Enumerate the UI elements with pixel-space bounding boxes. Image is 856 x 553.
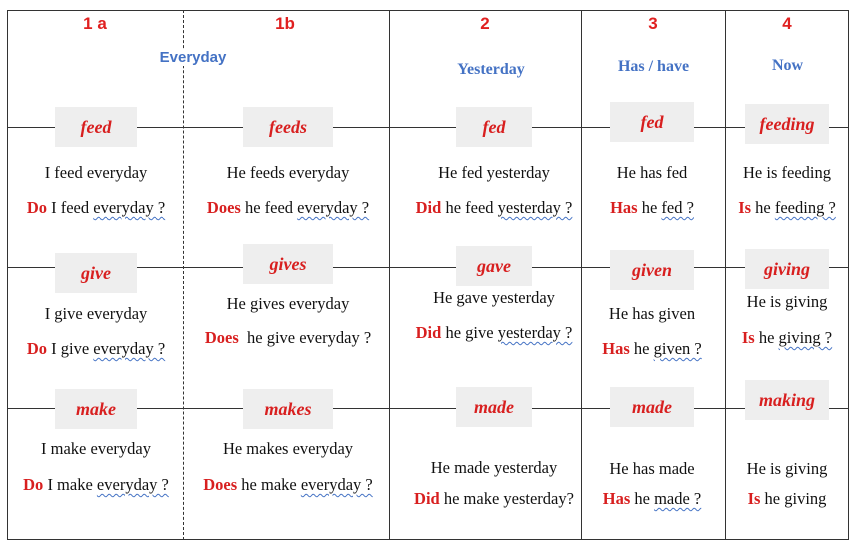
column-heading: Now (771, 57, 804, 74)
column-heading-everyday: Everyday (100, 49, 286, 66)
verb-label: made (456, 387, 532, 427)
spellcheck-underlined-text: everyday ? (297, 198, 370, 217)
question-keyword: Did (415, 198, 442, 217)
verb-label: made (610, 387, 694, 427)
question-text: I give (46, 339, 94, 358)
question-text: he feed (240, 198, 298, 217)
verb-label: give (55, 253, 137, 293)
statement-line: He gave yesterday (433, 288, 555, 307)
question-line (404, 198, 584, 218)
statement-line: He fed yesterday (438, 163, 550, 182)
question-line (697, 198, 856, 218)
spellcheck-underlined-text: yesterday ? (497, 198, 573, 217)
question-text: he (751, 198, 775, 217)
spellcheck-underlined-text: yesterday ? (497, 323, 573, 342)
statement-line: He gives everyday (226, 294, 350, 313)
verb-label: feed (55, 107, 137, 147)
column-divider-dashed (183, 10, 184, 540)
spellcheck-underlined-text: everyday ? (96, 475, 169, 494)
spellcheck-underlined-text: everyday ? (300, 475, 373, 494)
question-keyword: Has (602, 339, 630, 358)
spellcheck-underlined-text: everyday ? (93, 198, 166, 217)
spellcheck-underlined-text: giving ? (778, 328, 833, 347)
question-keyword: Is (741, 328, 755, 347)
statement-line: He has given (608, 304, 696, 323)
statement-line: He is feeding (743, 163, 831, 182)
question-keyword: Is (738, 198, 752, 217)
verb-label: fed (610, 102, 694, 142)
question-keyword: Do (23, 475, 44, 494)
spellcheck-underlined-text: given ? (653, 339, 702, 358)
question-text: he (630, 489, 655, 508)
question-line (6, 475, 186, 495)
question-text: he make yesterday? (439, 489, 574, 508)
question-keyword: Has (610, 198, 638, 217)
verb-label: given (610, 250, 694, 290)
column-number: 4 (782, 14, 792, 33)
statement-line: He is giving (746, 292, 828, 311)
verb-label: feeding (745, 104, 829, 144)
question-line (198, 475, 378, 495)
spellcheck-underlined-text: everyday ? (93, 339, 166, 358)
verb-label: gave (456, 246, 532, 286)
spellcheck-underlined-text: made ? (654, 489, 702, 508)
question-keyword: Did (414, 489, 440, 508)
question-line (404, 323, 584, 343)
question-line (6, 198, 186, 218)
question-line (697, 328, 856, 348)
question-keyword: Does (203, 475, 238, 494)
column-number: 2 (480, 14, 490, 33)
spellcheck-underlined-text: fed ? (661, 198, 694, 217)
column-number: 3 (648, 14, 658, 33)
question-keyword: Has (602, 489, 631, 508)
question-text: I make (43, 475, 97, 494)
column-number: 1b (275, 14, 295, 33)
question-keyword: Does (204, 328, 239, 347)
question-keyword: Does (206, 198, 241, 217)
spellcheck-underlined-text: feeding ? (774, 198, 836, 217)
question-keyword: Is (747, 489, 761, 508)
statement-line: I make everyday (41, 439, 151, 458)
statement-line: I give everyday (44, 304, 148, 323)
question-line (198, 198, 378, 218)
verb-label: making (745, 380, 829, 420)
verb-label: gives (243, 244, 333, 284)
question-line (198, 328, 378, 348)
column-heading: Has / have (617, 58, 690, 75)
question-text: I feed (46, 198, 94, 217)
question-text: he give (441, 323, 498, 342)
question-text: he feed (441, 198, 498, 217)
statement-line: He feeds everyday (226, 163, 350, 182)
verb-label: feeds (243, 107, 333, 147)
statement-line: He is giving (746, 459, 828, 478)
question-keyword: Do (26, 339, 47, 358)
column-number: 1 a (83, 14, 107, 33)
question-keyword: Did (415, 323, 442, 342)
statement-line: He made yesterday (430, 458, 558, 477)
question-keyword: Do (26, 198, 47, 217)
column-heading: Yesterday (457, 61, 525, 78)
question-text: he (754, 328, 779, 347)
question-text: he give everyday ? (238, 328, 372, 347)
verb-label: giving (745, 249, 829, 289)
question-text: he (629, 339, 654, 358)
question-text: he make (237, 475, 301, 494)
column-divider (389, 10, 390, 540)
question-line (697, 489, 856, 509)
question-text: he (637, 198, 662, 217)
question-line (404, 489, 584, 509)
question-text: he giving (760, 489, 827, 508)
statement-line: I feed everyday (44, 163, 148, 182)
verb-label: fed (456, 107, 532, 147)
verb-label: makes (243, 389, 333, 429)
statement-line: He makes everyday (222, 439, 354, 458)
question-line (6, 339, 186, 359)
statement-line: He has fed (616, 163, 688, 182)
statement-line: He has made (609, 459, 695, 478)
verb-label: make (55, 389, 137, 429)
